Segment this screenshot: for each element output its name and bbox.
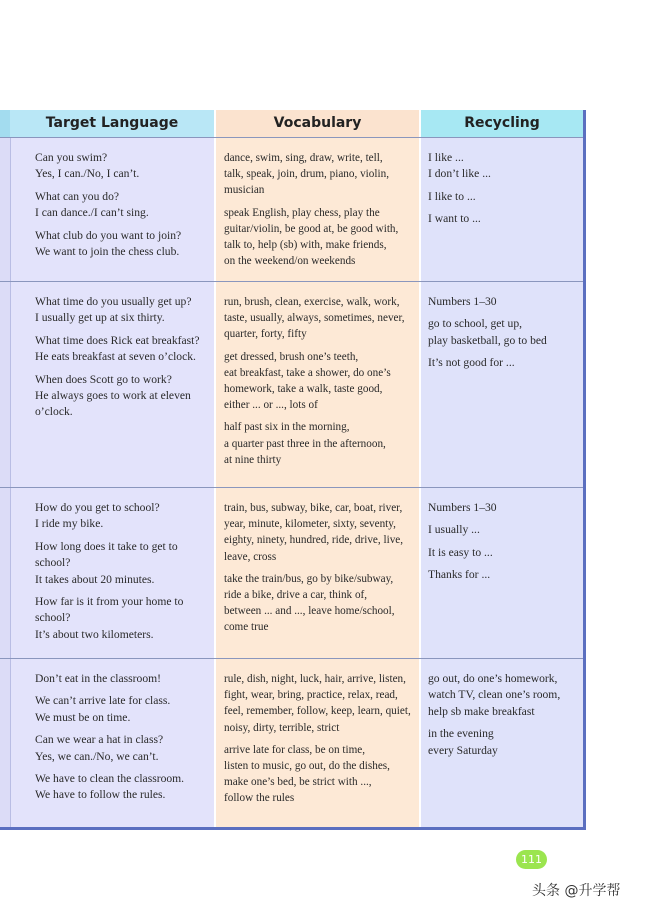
text-line: I like ... [428, 151, 464, 164]
target-language-cell [10, 488, 214, 658]
text-line: help sb make breakfast [428, 704, 535, 718]
text-group [35, 500, 214, 533]
text-group [428, 726, 579, 759]
text-line: Numbers 1–30 [428, 501, 497, 514]
row-edge [0, 659, 10, 827]
text-line: It takes about 20 minutes. [35, 572, 155, 586]
text-line: rule, dish, night, luck, hair, arrive, listen, [224, 673, 406, 685]
text-line: I usually ... [428, 523, 480, 537]
text-line: Thanks for ... [428, 568, 491, 582]
text-group [35, 732, 214, 765]
vocabulary-cell [214, 282, 421, 487]
text-group [224, 419, 413, 468]
text-line: What can you do? [35, 189, 120, 203]
text-line: What time do you usually get up? [35, 295, 192, 308]
row-edge [0, 138, 10, 281]
recycling-cell [421, 138, 583, 281]
text-line: What time does Rick eat breakfast? [35, 333, 200, 347]
text-line: fight, wear, bring, practice, relax, read, [224, 689, 398, 702]
text-group [224, 571, 413, 636]
text-line: eat breakfast, take a shower, do one’s [224, 366, 391, 379]
vocabulary-cell [214, 138, 421, 281]
text-line: He eats breakfast at seven o’clock. [35, 350, 196, 364]
text-line: musician [224, 184, 265, 197]
text-line: noisy, dirty, terrible, strict [224, 721, 340, 734]
text-line: taste, usually, always, sometimes, never, [224, 312, 405, 325]
text-group [428, 316, 579, 349]
text-line: year, minute, kilometer, sixty, seventy, [224, 518, 396, 531]
text-line: o’clock. [35, 405, 73, 419]
table-row [0, 658, 583, 827]
header-vocabulary: Vocabulary [216, 110, 419, 137]
text-line: I usually get up at six thirty. [35, 311, 165, 325]
text-line: homework, take a walk, taste good, [224, 383, 383, 396]
recycling-cell [421, 488, 583, 658]
text-line: How do you get to school? [35, 501, 160, 514]
page-number-badge: 111 [516, 850, 547, 869]
header-edge [0, 110, 10, 137]
text-group [35, 671, 214, 687]
text-line: Can you swim? [35, 151, 108, 164]
header-target-language: Target Language [10, 110, 214, 137]
text-line: Numbers 1–30 [428, 295, 497, 308]
text-group [35, 228, 214, 261]
text-line: on the weekend/on weekends [224, 255, 356, 268]
header-recycling: Recycling [421, 110, 583, 137]
text-line: quarter, forty, fifty [224, 328, 307, 341]
text-group [35, 539, 214, 588]
text-line: We have to follow the rules. [35, 788, 166, 802]
text-line: run, brush, clean, exercise, walk, work, [224, 296, 400, 308]
text-line: get dressed, brush one’s teeth, [224, 350, 359, 363]
target-language-cell [10, 138, 214, 281]
text-line: When does Scott go to work? [35, 372, 172, 386]
text-group [35, 189, 214, 222]
text-line: eighty, ninety, hundred, ride, drive, live, [224, 534, 404, 547]
text-line: train, bus, subway, bike, car, boat, river, [224, 502, 403, 514]
text-line: I ride my bike. [35, 517, 104, 531]
table-row [0, 281, 583, 487]
text-group [428, 294, 579, 310]
text-line: Can we wear a hat in class? [35, 733, 164, 747]
text-line: I can dance./I can’t sing. [35, 206, 149, 220]
text-line: I don’t like ... [428, 167, 491, 181]
text-line: Yes, I can./No, I can’t. [35, 167, 140, 181]
target-language-cell [10, 282, 214, 487]
table-header [0, 110, 586, 137]
text-line: between ... and ..., leave home/school, [224, 605, 395, 618]
text-line: come true [224, 621, 269, 634]
text-line: talk, speak, join, drum, piano, violin, [224, 168, 389, 181]
text-line: talk to, help (sb) with, make friends, [224, 239, 387, 252]
text-group [35, 771, 214, 804]
text-line: feel, remember, follow, keep, learn, quiet, [224, 705, 411, 718]
text-group [428, 150, 579, 183]
text-line: half past six in the morning, [224, 421, 350, 434]
text-line: How long does it take to get to [35, 539, 178, 553]
vocabulary-cell [214, 488, 421, 658]
text-line: We have to clean the classroom. [35, 772, 185, 786]
text-line: leave, cross [224, 550, 277, 563]
text-group [35, 693, 214, 726]
text-line: either ... or ..., lots of [224, 399, 318, 412]
text-line: I want to ... [428, 212, 481, 226]
text-line: go to school, get up, [428, 317, 523, 331]
text-line: speak English, play chess, play the [224, 206, 380, 219]
text-group [35, 150, 214, 183]
vocabulary-cell [214, 659, 421, 827]
text-line: arrive late for class, be on time, [224, 743, 366, 756]
text-group [35, 294, 214, 327]
table-row [0, 137, 583, 281]
text-group [428, 355, 579, 371]
text-group [35, 594, 214, 643]
text-line: play basketball, go to bed [428, 333, 547, 347]
text-group [224, 150, 413, 199]
text-group [428, 189, 579, 205]
text-line: a quarter past three in the afternoon, [224, 437, 386, 450]
text-line: What club do you want to join? [35, 228, 182, 242]
text-line: at nine thirty [224, 453, 282, 466]
text-line: We want to join the chess club. [35, 245, 180, 259]
text-line: How far is it from your home to [35, 595, 184, 609]
recycling-cell [421, 659, 583, 827]
text-line: We must be on time. [35, 710, 131, 724]
watermark: 头条 @升学帮 [532, 883, 621, 899]
text-group [428, 567, 579, 583]
text-line: It’s not good for ... [428, 356, 515, 370]
unit-summary-table [0, 110, 586, 830]
text-line: It’s about two kilometers. [35, 627, 154, 641]
text-group [224, 205, 413, 270]
text-line: dance, swim, sing, draw, write, tell, [224, 152, 383, 164]
text-line: ride a bike, drive a car, think of, [224, 589, 368, 602]
text-line: follow the rules [224, 792, 295, 805]
recycling-cell [421, 282, 583, 487]
text-group [224, 671, 413, 736]
text-line: school? [35, 611, 71, 625]
text-line: He always goes to work at eleven [35, 389, 191, 403]
text-group [428, 522, 579, 538]
row-edge [0, 488, 10, 658]
text-line: I like to ... [428, 189, 476, 203]
text-line: watch TV, clean one’s room, [428, 688, 561, 702]
text-line: every Saturday [428, 743, 498, 757]
text-line: We can’t arrive late for class. [35, 694, 171, 708]
text-group [428, 211, 579, 227]
text-line: It is easy to ... [428, 545, 493, 559]
target-language-cell [10, 659, 214, 827]
text-group [224, 294, 413, 343]
text-group [224, 742, 413, 807]
text-group [35, 333, 214, 366]
text-line: go out, do one’s homework, [428, 672, 558, 685]
text-line: make one’s bed, be strict with ..., [224, 776, 372, 789]
text-line: Yes, we can./No, we can’t. [35, 749, 159, 763]
table-row [0, 487, 583, 658]
text-line: take the train/bus, go by bike/subway, [224, 572, 394, 585]
text-group [224, 349, 413, 414]
text-line: listen to music, go out, do the dishes, [224, 760, 390, 773]
text-group [428, 671, 579, 720]
text-line: school? [35, 556, 71, 570]
text-line: Don’t eat in the classroom! [35, 672, 161, 685]
text-line: in the evening [428, 727, 494, 741]
text-group [224, 500, 413, 565]
text-group [428, 545, 579, 561]
text-line: guitar/violin, be good at, be good with, [224, 222, 399, 235]
text-group [35, 372, 214, 421]
row-edge [0, 282, 10, 487]
text-group [428, 500, 579, 516]
